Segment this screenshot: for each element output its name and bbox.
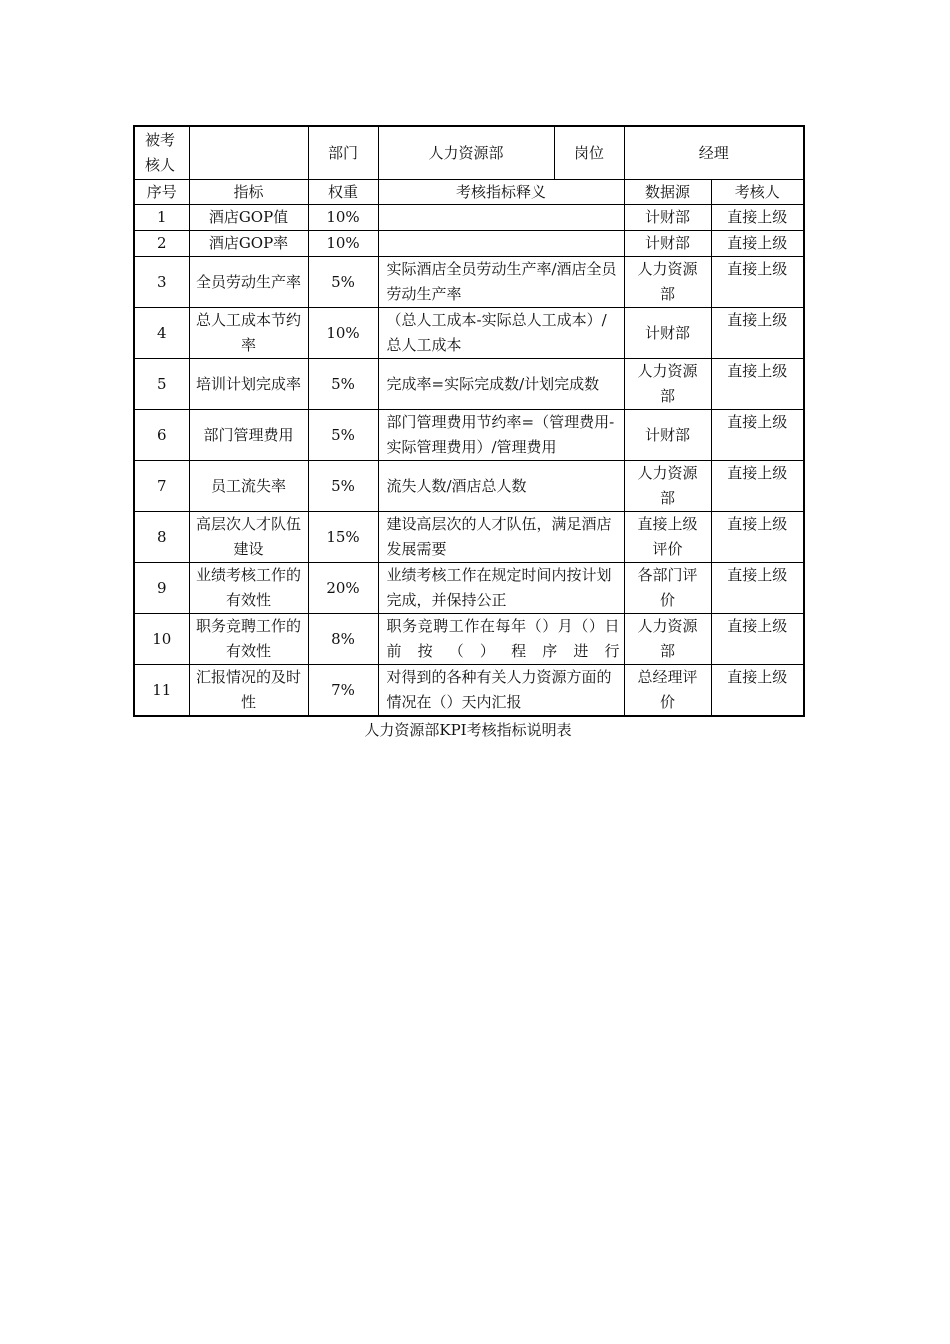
row-indicator: 员工流失率 (189, 461, 308, 512)
table-row (134, 257, 804, 308)
table-row (134, 410, 804, 461)
row-assessor: 直接上级 (711, 257, 804, 308)
row-assessor: 直接上级 (711, 205, 804, 231)
column-header-row (134, 180, 804, 205)
table-row (134, 614, 804, 665)
row-definition: 完成率=实际完成数/计划完成数 (378, 359, 624, 410)
row-weight: 5% (308, 257, 378, 308)
row-index: 10 (134, 614, 189, 665)
row-index: 4 (134, 308, 189, 359)
table-row (134, 308, 804, 359)
table-row (134, 512, 804, 563)
row-definition: 建设高层次的人才队伍，满足酒店发展需要 (378, 512, 624, 563)
row-definition: 部门管理费用节约率=（管理费用-实际管理费用）/管理费用 (378, 410, 624, 461)
row-definition: 职务竞聘工作在每年（）月（）日前按（）程序进行 (378, 614, 624, 665)
row-assessor: 直接上级 (711, 461, 804, 512)
row-source: 计财部 (624, 231, 711, 257)
row-index: 2 (134, 231, 189, 257)
row-source: 各部门评价 (624, 563, 711, 614)
row-weight: 8% (308, 614, 378, 665)
col-assessor-header: 考核人 (711, 180, 804, 205)
row-assessor: 直接上级 (711, 665, 804, 717)
row-indicator: 部门管理费用 (189, 410, 308, 461)
row-weight: 5% (308, 461, 378, 512)
row-index: 9 (134, 563, 189, 614)
row-definition (378, 205, 624, 231)
row-indicator: 汇报情况的及时性 (189, 665, 308, 717)
examinee-value (189, 126, 308, 180)
position-value: 经理 (624, 126, 804, 180)
row-source: 计财部 (624, 308, 711, 359)
row-definition: （总人工成本-实际总人工成本）/总人工成本 (378, 308, 624, 359)
row-definition: 对得到的各种有关人力资源方面的情况在（）天内汇报 (378, 665, 624, 717)
row-weight: 10% (308, 205, 378, 231)
row-assessor: 直接上级 (711, 410, 804, 461)
row-index: 6 (134, 410, 189, 461)
table-row (134, 231, 804, 257)
row-assessor: 直接上级 (711, 563, 804, 614)
row-weight: 20% (308, 563, 378, 614)
row-source: 人力资源部 (624, 359, 711, 410)
table-row (134, 205, 804, 231)
col-indicator-header: 指标 (189, 180, 308, 205)
col-weight-header: 权重 (308, 180, 378, 205)
table-row (134, 563, 804, 614)
row-indicator: 总人工成本节约率 (189, 308, 308, 359)
row-index: 8 (134, 512, 189, 563)
header-row (134, 126, 804, 180)
row-indicator: 培训计划完成率 (189, 359, 308, 410)
row-assessor: 直接上级 (711, 308, 804, 359)
row-weight: 10% (308, 308, 378, 359)
col-source-header: 数据源 (624, 180, 711, 205)
row-assessor: 直接上级 (711, 359, 804, 410)
row-indicator: 酒店GOP率 (189, 231, 308, 257)
row-source: 人力资源部 (624, 257, 711, 308)
row-source: 人力资源部 (624, 461, 711, 512)
row-source: 直接上级评价 (624, 512, 711, 563)
row-definition (378, 231, 624, 257)
row-index: 1 (134, 205, 189, 231)
table-row (134, 461, 804, 512)
row-source: 计财部 (624, 205, 711, 231)
table-row (134, 359, 804, 410)
row-indicator: 高层次人才队伍建设 (189, 512, 308, 563)
table-caption: 人力资源部KPI考核指标说明表 (364, 721, 572, 739)
row-weight: 7% (308, 665, 378, 717)
row-weight: 15% (308, 512, 378, 563)
row-indicator: 业绩考核工作的有效性 (189, 563, 308, 614)
row-indicator: 全员劳动生产率 (189, 257, 308, 308)
col-definition-header: 考核指标释义 (378, 180, 624, 205)
row-weight: 10% (308, 231, 378, 257)
row-index: 3 (134, 257, 189, 308)
row-weight: 5% (308, 410, 378, 461)
row-definition: 流失人数/酒店总人数 (378, 461, 624, 512)
row-source: 总经理评价 (624, 665, 711, 717)
row-assessor: 直接上级 (711, 231, 804, 257)
kpi-table (133, 125, 805, 717)
row-definition: 实际酒店全员劳动生产率/酒店全员劳动生产率 (378, 257, 624, 308)
department-value: 人力资源部 (378, 126, 554, 180)
row-assessor: 直接上级 (711, 614, 804, 665)
position-label: 岗位 (554, 126, 624, 180)
row-index: 11 (134, 665, 189, 717)
row-source: 计财部 (624, 410, 711, 461)
row-index: 5 (134, 359, 189, 410)
row-definition: 业绩考核工作在规定时间内按计划完成，并保持公正 (378, 563, 624, 614)
col-index-header: 序号 (134, 180, 189, 205)
department-label: 部门 (308, 126, 378, 180)
row-assessor: 直接上级 (711, 512, 804, 563)
row-index: 7 (134, 461, 189, 512)
row-indicator: 职务竞聘工作的有效性 (189, 614, 308, 665)
row-weight: 5% (308, 359, 378, 410)
table-row (134, 665, 804, 717)
row-indicator: 酒店GOP值 (189, 205, 308, 231)
examinee-label: 被考核人 (134, 126, 189, 180)
row-source: 人力资源部 (624, 614, 711, 665)
